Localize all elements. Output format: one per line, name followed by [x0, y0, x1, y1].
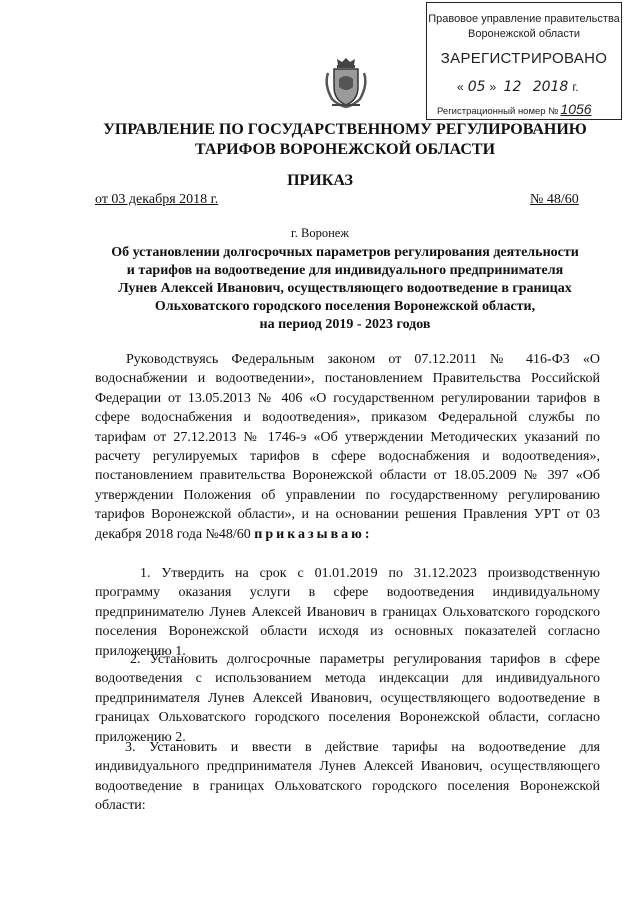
subject-line1: Об установлении долгосрочных параметров регулирования деятельности [111, 245, 579, 260]
coat-of-arms-icon [322, 55, 370, 111]
document-date: от 03 декабря 2018 г. [95, 192, 219, 207]
organization-title-line2: ТАРИФОВ ВОРОНЕЖСКОЙ ОБЛАСТИ [194, 141, 496, 158]
document-city: г. Воронеж [291, 226, 349, 240]
subject-line5: на период 2019 - 2023 годов [259, 317, 431, 332]
document-type: ПРИКАЗ [287, 172, 353, 189]
stamp-date-suffix: г. [572, 80, 579, 94]
stamp-authority-line1: Правовое управление правительства [428, 13, 620, 25]
order-item-3: 3. Установить и ввести в действие тарифы на водоотведение для индивидуального предпринимателя Лунев Алексей Иванович, осуществляющего водоотведение в границах Ольховатского городского поселения Воронежской области: [95, 740, 600, 814]
orders-word: приказываю: [254, 526, 373, 542]
stamp-reg-value: 1056 [560, 101, 592, 117]
subject-line4: Ольховатского городского поселения Воронежской области, [154, 299, 536, 314]
stamp-date-year: 2018 [532, 79, 569, 95]
order-item-1: 1. Утвердить на срок с 01.01.2019 по 31.12.2023 производственную программу оказания услуги в сфере водоотведения индивидуальному предпринимателю Лунев Алексей Иванович в границах Ольховатского городского поселения Воронежской области исходя из основных показателей согласно приложению 1. [95, 566, 600, 659]
stamp-status: ЗАРЕГИСТРИРОВАНО [440, 50, 608, 67]
stamp-reg-label: Регистрационный номер № [437, 106, 559, 117]
organization-title [60, 120, 630, 160]
preamble-paragraph [95, 350, 600, 544]
organization-title-line1: УПРАВЛЕНИЕ ПО ГОСУДАРСТВЕННОМУ РЕГУЛИРОВАНИЮ [103, 121, 587, 138]
subject-line3: Лунев Алексей Иванович, осуществляющего водоотведение в границах [118, 281, 572, 296]
document-subject [95, 244, 595, 334]
registration-stamp [426, 2, 622, 120]
stamp-date-day: 05 [467, 79, 486, 95]
stamp-date: « 05 » 12 2018 г. [457, 79, 579, 95]
stamp-authority-line2: Воронежской области [467, 28, 580, 40]
stamp-reg-number [437, 101, 592, 117]
subject-line2: и тарифов на водоотведение для индивидуального предпринимателя [126, 263, 564, 278]
document-number: № 48/60 [530, 192, 579, 207]
order-item-2: 2. Установить долгосрочные параметры регулирования тарифов в сфере водоотведения с использованием метода индексации для индивидуального предпринимателя Лунев Алексей Иванович, осуществляющего водоотведение в границах Ольховатского городского поселения Воронежской области, согласно приложению 2. [95, 652, 600, 745]
preamble-text: Руководствуясь Федеральным законом от 07.12.2011 № 416-ФЗ «О водоснабжении и водоотведении», постановлением Правительства Российской Федерации от 13.05.2013 № 406 «О государственном регулировании тарифов в сфере водоснабжения и водоотведения», приказом Федеральной службы по тарифам от 27.12.2013 № 1746-э «Об утверждении Методических указаний по расчету регулируемых тарифов в сфере водоснабжения и водоотведения», постановлением правительства Воронежской области от 18.05.2009 № 397 «Об утверждении Положения об управлении по государственному регулированию тарифов Воронежской области», и на основании решения Правления УРТ от 03 декабря 2018 года №48/60 [95, 352, 600, 542]
stamp-date-month: 12 [503, 79, 522, 95]
